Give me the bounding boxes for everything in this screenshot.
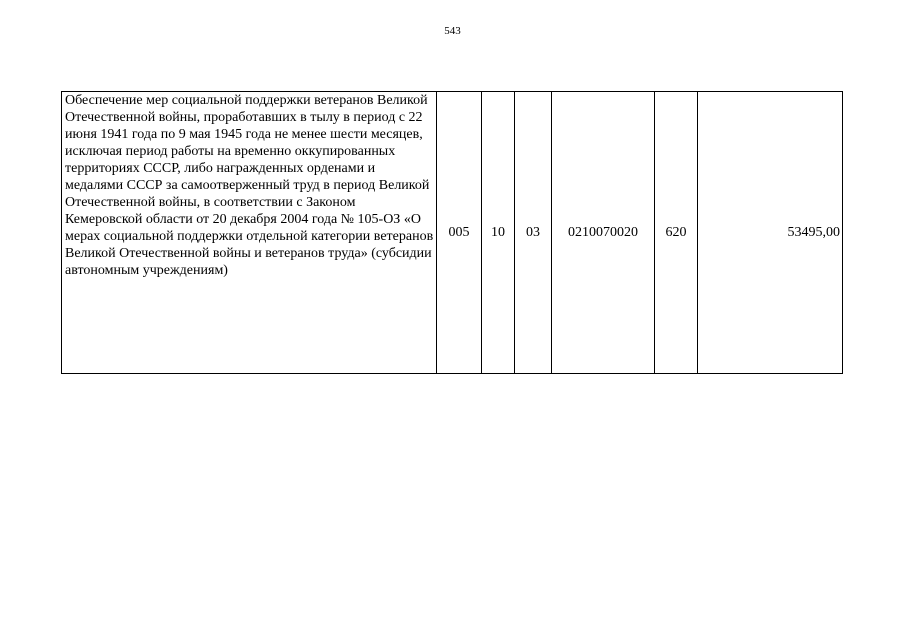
amount-cell: 53495,00 [698, 92, 843, 374]
table-row [62, 92, 843, 374]
expense-type-cell: 620 [655, 92, 698, 374]
expense-description: Обеспечение мер социальной поддержки ветеранов Великой Отечественной войны, проработавших в тылу в период с 22 июня 1941 года по 9 мая 1945 года не менее шести месяцев, исключая период работы на временно оккупированных территориях СССР, либо награжденных орденами и медалями СССР за самоотверженный труд в период Великой Отечественной войны, в соответствии с Законом Кемеровской области от 20 декабря 2004 года № 105-ОЗ «О мерах социальной поддержки отдельной категории ветеранов Великой Отечественной войны и ветеранов труда» (субсидии автономным учреждениям) [62, 92, 437, 374]
section-cell: 10 [482, 92, 515, 374]
target-article-cell: 0210070020 [552, 92, 655, 374]
subsection-cell: 03 [515, 92, 552, 374]
ministry-code-cell: 005 [437, 92, 482, 374]
page-number: 543 [444, 25, 461, 37]
budget-table [61, 91, 843, 374]
